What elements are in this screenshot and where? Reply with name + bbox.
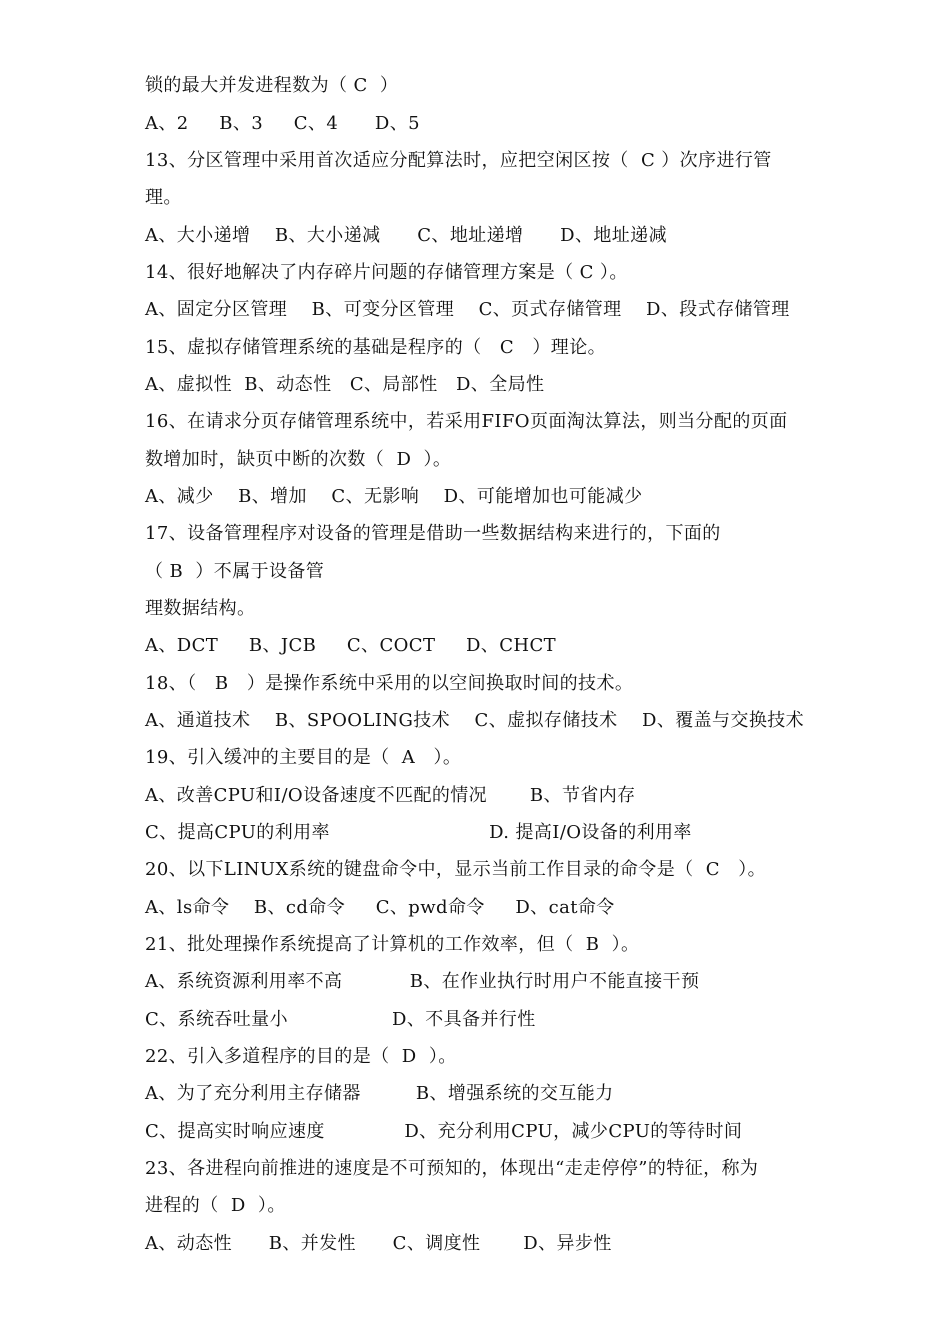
text-line: A、2 B、3 C、4 D、5	[145, 113, 420, 134]
options-line: A、减少 B、增加 C、无影响 D、可能增加也可能减少	[145, 486, 643, 507]
question-17: 17、设备管理程序对设备的管理是借助一些数据结构来进行的，下面的	[145, 523, 721, 544]
options-line: A、通道技术 B、SPOOLING技术 C、虚拟存储技术 D、覆盖与交换技术	[145, 710, 805, 731]
question-15: 15、虚拟存储管理系统的基础是程序的（ C ）理论。	[145, 337, 607, 358]
options-line: C、提高实时响应速度 D、充分利用CPU，减少CPU的等待时间	[145, 1121, 743, 1142]
options-line: A、虚拟性 B、动态性 C、局部性 D、全局性	[145, 374, 545, 395]
options-line: A、系统资源利用率不高 B、在作业执行时用户不能直接干预	[145, 971, 700, 992]
options-line: A、ls命令 B、cd命令 C、pwd命令 D、cat命令	[145, 897, 615, 918]
question-13: 13、分区管理中采用首次适应分配算法时，应把空闲区按（ C ）次序进行管	[145, 150, 772, 171]
question-16: 16、在请求分页存储管理系统中，若采用FIFO页面淘汰算法，则当分配的页面	[145, 411, 788, 432]
question-14: 14、很好地解决了内存碎片问题的存储管理方案是（ C ）。	[145, 262, 628, 283]
question-20: 20、以下LINUX系统的键盘命令中，显示当前工作目录的命令是（ C ）。	[145, 859, 767, 880]
options-line: C、提高CPU的利用率 D. 提高I/O设备的利用率	[145, 822, 692, 843]
question-22: 22、引入多道程序的目的是（ D ）。	[145, 1046, 457, 1067]
options-line: A、改善CPU和I/O设备速度不匹配的情况 B、节省内存	[145, 785, 636, 806]
options-line: C、系统吞吐量小 D、不具备并行性	[145, 1009, 536, 1030]
text-line: 理。	[145, 187, 182, 208]
question-19: 19、引入缓冲的主要目的是（ A ）。	[145, 747, 462, 768]
question-21: 21、批处理操作系统提高了计算机的工作效率，但（ B ）。	[145, 934, 640, 955]
text-line: 锁的最大并发进程数为（ C ）	[145, 75, 399, 96]
options-line: A、为了充分利用主存储器 B、增强系统的交互能力	[145, 1083, 614, 1104]
question-18: 18、（ B ）是操作系统中采用的以空间换取时间的技术。	[145, 673, 634, 694]
text-line: （ B ）不属于设备管	[145, 561, 325, 582]
options-line: A、动态性 B、并发性 C、调度性 D、异步性	[145, 1233, 612, 1254]
options-line: A、大小递增 B、大小递减 C、地址递增 D、地址递减	[145, 225, 667, 246]
text-line: 理数据结构。	[145, 598, 256, 619]
options-line: A、DCT B、JCB C、COCT D、CHCT	[145, 635, 557, 656]
text-line: 进程的（ D ）。	[145, 1195, 286, 1216]
question-23: 23、各进程向前推进的速度是不可预知的，体现出“走走停停”的特征，称为	[145, 1158, 759, 1179]
text-line: 数增加时，缺页中断的次数（ D ）。	[145, 449, 452, 470]
options-line: A、固定分区管理 B、可变分区管理 C、页式存储管理 D、段式存储管理	[145, 299, 790, 320]
